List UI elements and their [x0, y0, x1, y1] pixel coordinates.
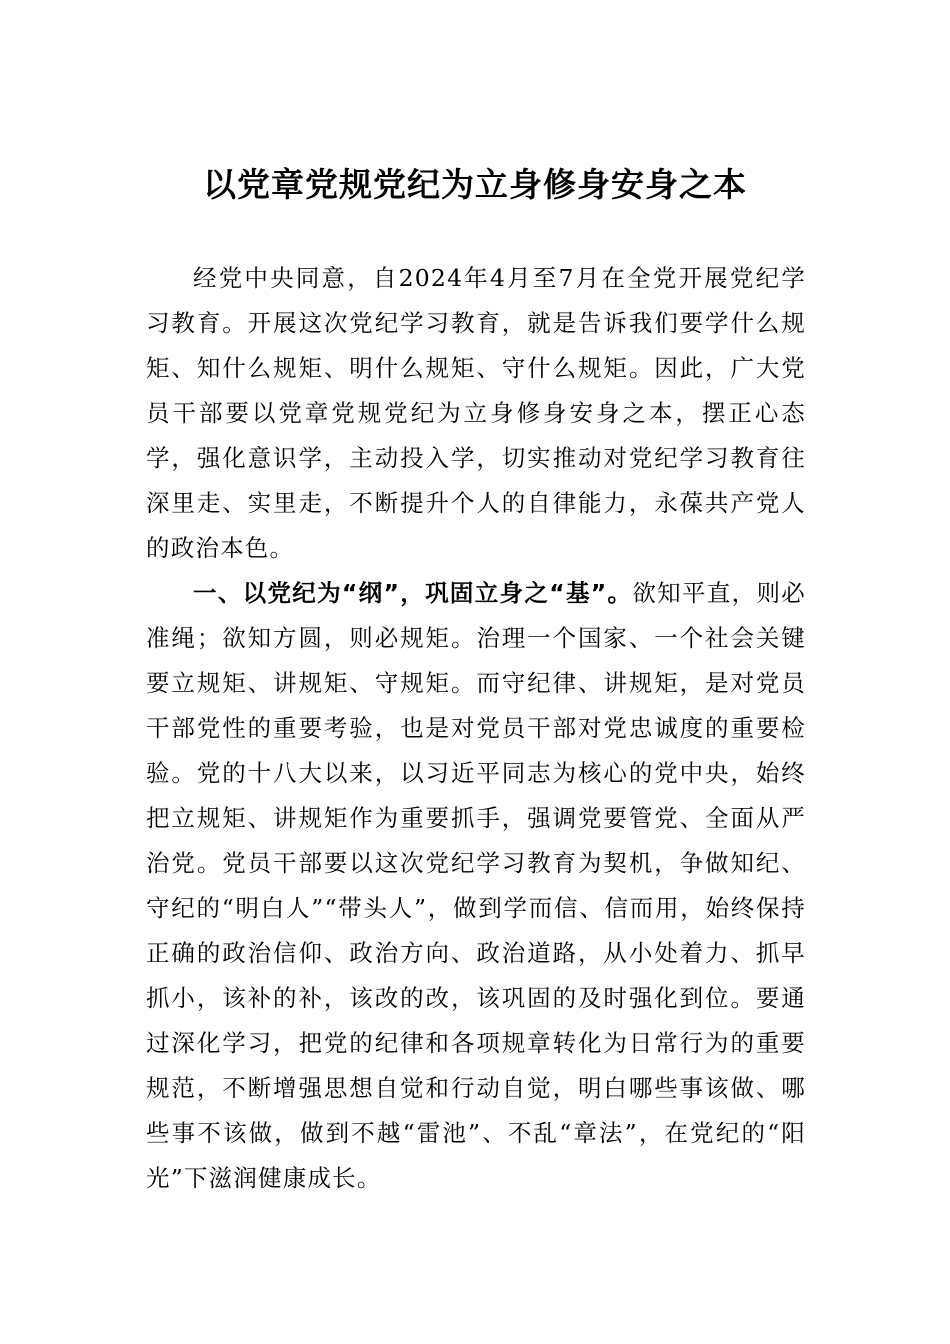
section-heading: 一、以党纪为“纲”，巩固立身之“基”。 — [193, 579, 633, 607]
paragraph-text: 经党中央同意，自2024年4月至7月在全党开展党纪学习教育。开展这次党纪学习教育，就是告诉我们要学什么规矩、知什么规矩、明什么规矩、守什么规矩。因此，广大党员干部要以党章党规党纪为立身修身安身之本，摆正心态学，强化意识学，主动投入学，切实推动对党纪学习教育往深里走、实里走，不断提升个人的自律能力，永葆共产党人的政治本色。 — [146, 264, 806, 562]
paragraph-section-1 — [146, 571, 806, 1201]
document-title: 以党章党规党纪为立身修身安身之本 — [203, 165, 747, 204]
document-body — [146, 256, 806, 1201]
paragraph-intro — [146, 256, 806, 571]
paragraph-text: 欲知平直，则必准绳；欲知方圆，则必规矩。治理一个国家、一个社会关键要立规矩、讲规矩、守规矩。而守纪律、讲规矩，是对党员干部党性的重要考验，也是对党员干部对党忠诚度的重要检验。党的十八大以来，以习近平同志为核心的党中央，始终把立规矩、讲规矩作为重要抓手，强调党要管党、全面从严治党。党员干部要以这次党纪学习教育为契机，争做知纪、守纪的“明白人”“带头人”，做到学而信、信而用，始终保持正确的政治信仰、政治方向、政治道路，从小处着力、抓早抓小，该补的补，该改的改，该巩固的及时强化到位。要通过深化学习，把党的纪律和各项规章转化为日常行为的重要规范，不断增强思想自觉和行动自觉，明白哪些事该做、哪些事不该做，做到不越“雷池”、不乱“章法”，在党纪的“阳光”下滋润健康成长。 — [146, 579, 806, 1192]
